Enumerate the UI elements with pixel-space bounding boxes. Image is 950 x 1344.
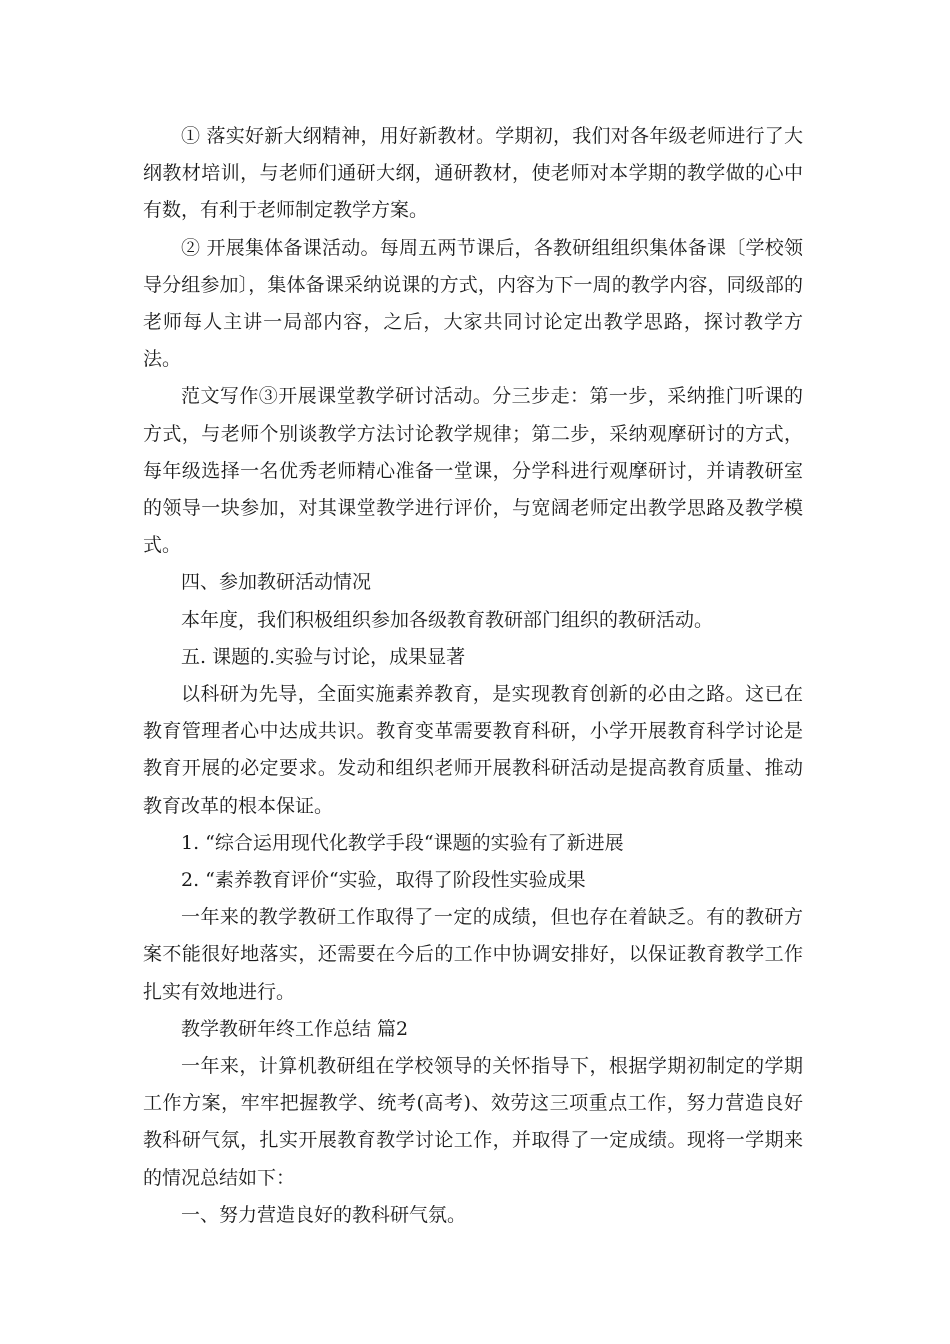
list-item-2: 2. “素养教育评价“实验，取得了阶段性实验成果 (181, 869, 586, 892)
article-heading-part-2: 教学教研年终工作总结 篇2 (181, 1017, 409, 1040)
paragraph-research-leadership: 以科研为先导，全面实施素养教育，是实现教育创新的必由之路。这已在教育管理者心中达成共识。教育变革需要教育科研，小学开展教育科学讨论是教育开展的必定要求。发动和组织老师开展教科研活动是提高教育质量、推动教育改革的根本保证。 (143, 683, 803, 817)
list-item-1: 1. “综合运用现代化教学手段“课题的实验有了新进展 (181, 831, 624, 854)
paragraph-summary-shortcomings: 一年来的教学教研工作取得了一定的成绩，但也存在着缺乏。有的教研方案不能很好地落实，还需要在今后的工作中协调安排好，以保证教育教学工作扎实有效地进行。 (143, 906, 803, 1003)
paragraph-classroom-research: 范文写作③开展课堂教学研讨活动。分三步走：第一步，采纳推门听课的方式，与老师个别谈教学方法讨论教学规律；第二步，采纳观摩研讨的方式，每年级选择一名优秀老师精心准备一堂课，分学科进行观摩研讨，并请教研室的领导一块参加，对其课堂教学进行评价，与宽阔老师定出教学思路及教学模式。 (143, 385, 803, 557)
paragraph-participation: 本年度，我们积极组织参加各级教育教研部门组织的教研活动。 (181, 608, 714, 631)
section-heading-atmosphere: 一、努力营造良好的教科研气氛。 (181, 1203, 467, 1226)
paragraph-group-lesson-prep: ② 开展集体备课活动。每周五两节课后，各教研组组织集体备课〔学校领导分组参加〕，集体备课采纳说课的方式，内容为下一周的教学内容，同级部的老师每人主讲一局部内容，之后，大家共同讨论定出教学思路，探讨教学方法。 (143, 236, 803, 371)
document-body (143, 118, 803, 1234)
section-heading-project-research: 五. 课题的.实验与讨论，成果显著 (181, 645, 466, 668)
section-heading-research-activities: 四、参加教研活动情况 (181, 571, 372, 594)
paragraph-computer-group-intro: 一年来，计算机教研组在学校领导的关怀指导下，根据学期初制定的学期工作方案，牢牢把握教学、统考(高考)、效劳这三项重点工作，努力营造良好教科研气氛，扎实开展教育教学讨论工作，并取得了一定成绩。现将一学期来的情况总结如下： (143, 1055, 803, 1189)
paragraph-outline-study: ① 落实好新大纲精神，用好新教材。学期初，我们对各年级老师进行了大纲教材培训，与老师们通研大纲，通研教材，使老师对本学期的教学做的心中有数，有利于老师制定教学方案。 (143, 125, 803, 222)
